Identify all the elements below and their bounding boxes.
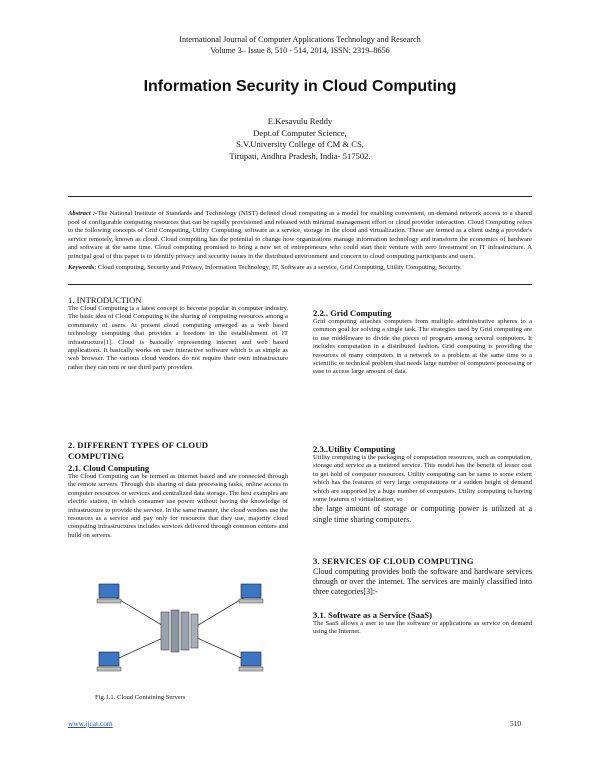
utility-text-2: the large amount of storage or computing power is utilized at a single time sharing computers. xyxy=(313,504,532,524)
computer-icon-bottom-left xyxy=(97,652,121,671)
page-number: 510 xyxy=(510,719,522,728)
grid-section xyxy=(313,308,532,377)
services-section xyxy=(313,556,532,598)
intro-heading: 1. INTRODUCTION xyxy=(68,295,142,305)
services-heading: 3. SERVICES OF CLOUD COMPUTING xyxy=(313,556,474,566)
author-college: S.V.University College of CM & CS, xyxy=(236,139,364,149)
figure-cloud-servers xyxy=(85,582,275,677)
cloud-text: The Cloud Computing can be termed as internet based and are connected through the remote servers. Through this sharing of data processing tasks, online access to computer resources or services and centralized data storage. The best examples are electric station, in which consumer use power without having the knowledge of infrastructure to provide the service. In the same manner, the cloud vendors use the resources as a service and pay only for resources that they use, majority cloud computing infrastructures includes services delivered through common centers and build on servers. xyxy=(68,473,288,539)
types-heading: 2. DIFFERENT TYPES OF CLOUD COMPUTING xyxy=(68,440,209,461)
journal-line-1: International Journal of Computer Applications Technology and Research xyxy=(179,35,421,44)
author-block xyxy=(0,116,600,162)
intro-section xyxy=(68,295,288,372)
keywords xyxy=(68,264,532,273)
saas-text: The SaaS allows a user to use the software or applications as service on demand using the Internet. xyxy=(313,620,532,636)
saas-heading: 3.1. Software as a Service (SaaS) xyxy=(313,610,432,620)
services-text: Cloud computing provides both the software and hardware services through or over the internet. The services are mainly classified into three categories[3]:- xyxy=(313,567,532,597)
utility-text-1: Utility computing is the packaging of computation resources, such as computation, storage and service as a metered service. This model has the benefit of lesser cost to get hold of computer resources. Utility computing can be same to some extent which has the features of very large computations or a sudden height of demand which are supported by a huge number of computers. Utility computing is having some features of virtualization, so xyxy=(313,454,532,504)
utility-heading: 2.3..Utility Computing xyxy=(313,444,396,454)
types-section xyxy=(68,440,288,540)
grid-text: Grid computing attaches computers from multiple administrative spheres to a common goal for solving a single task. The strategies used by Grid computing are to use middleware to divide the pieces of program among several computers. It includes computation in a distributed fashion. Grid computing is providing the resources of many computers in a network to a problem at the same time to a scientific or technical problem that needs large number of computers processing or ease to access large amount of data. xyxy=(313,318,532,376)
keywords-text: : Cloud computing, Security and Privacy, Information Technology, IT, Software as a service, Grid Computing, Utility Computing, Security. xyxy=(94,264,462,271)
top-divider xyxy=(68,196,532,197)
author-dept: Dept.of Computer Science, xyxy=(253,127,347,138)
saas-section xyxy=(313,610,532,637)
author-name: E.Kesavulu Reddy xyxy=(267,116,333,126)
bottom-divider xyxy=(68,284,532,285)
grid-heading: 2.2.. Grid Computing xyxy=(313,308,392,318)
journal-header xyxy=(0,34,600,56)
footer-website-link[interactable]: www.ijcat.com xyxy=(68,719,113,728)
server-rack xyxy=(161,610,198,652)
keywords-label: Keywords xyxy=(68,264,95,271)
author-place: Tirupati, Andhra Pradesh, India- 517502. xyxy=(229,150,371,161)
cloud-heading: 2.1. Cloud Computing xyxy=(68,463,150,473)
journal-line-2: Volume 3– Issue 8, 510 - 514, 2014, ISSN: 2319–8656 xyxy=(210,46,390,55)
network-lines xyxy=(110,594,250,662)
paper-title: Information Security in Cloud Computing xyxy=(143,78,457,95)
computer-icon-top-right xyxy=(239,584,263,603)
utility-section xyxy=(313,444,532,525)
figure-caption: Fig.1.1. Cloud Containing Servers xyxy=(95,694,186,701)
intro-text: The Cloud Computing is a latest concept to become popular in computer industry. The basic idea of Cloud Computing is the sharing of computing resources among a community of users. At present cloud computing emerged as a web based technology computing that provides a freedom in the establishment of IT infrastructure[1]. Cloud is basically representing internet and web based applications. It basically works on user interactive software which is as simple as web browser. The various cloud vendors do not require their own infrastructure rather they can rent or use third party providers xyxy=(68,305,288,371)
computer-icon-bottom-right xyxy=(239,652,263,671)
computer-icon-top-left xyxy=(97,584,121,603)
abstract xyxy=(68,210,532,262)
abstract-text: The National Institute of Standards and Technology (NIST) defined cloud computing as a model for enabling convenient, on-demand network access to a shared pool of configurable computing resources that can be rapidly provisioned and released with minimal management effort or cloud provider interaction. Cloud Computing refers to the following concepts of Grid Computing, Utility Computing, software as a service, storage in the cloud and virtualization. These are termed as a client using a provider's service remotely, known as cloud. Cloud computing has the potential to change how organizations manage information technology and transform the economics of hardware and software at the same time. Cloud computing promised to bring a new set of entrepreneurs who could start their venture with zero investment on IT infrastructure. A principal goal of this paper is to identify privacy and security issues in the distributed environment and concern to cloud computing participants and users. xyxy=(68,210,532,260)
abstract-label: Abstract :- xyxy=(68,210,98,217)
